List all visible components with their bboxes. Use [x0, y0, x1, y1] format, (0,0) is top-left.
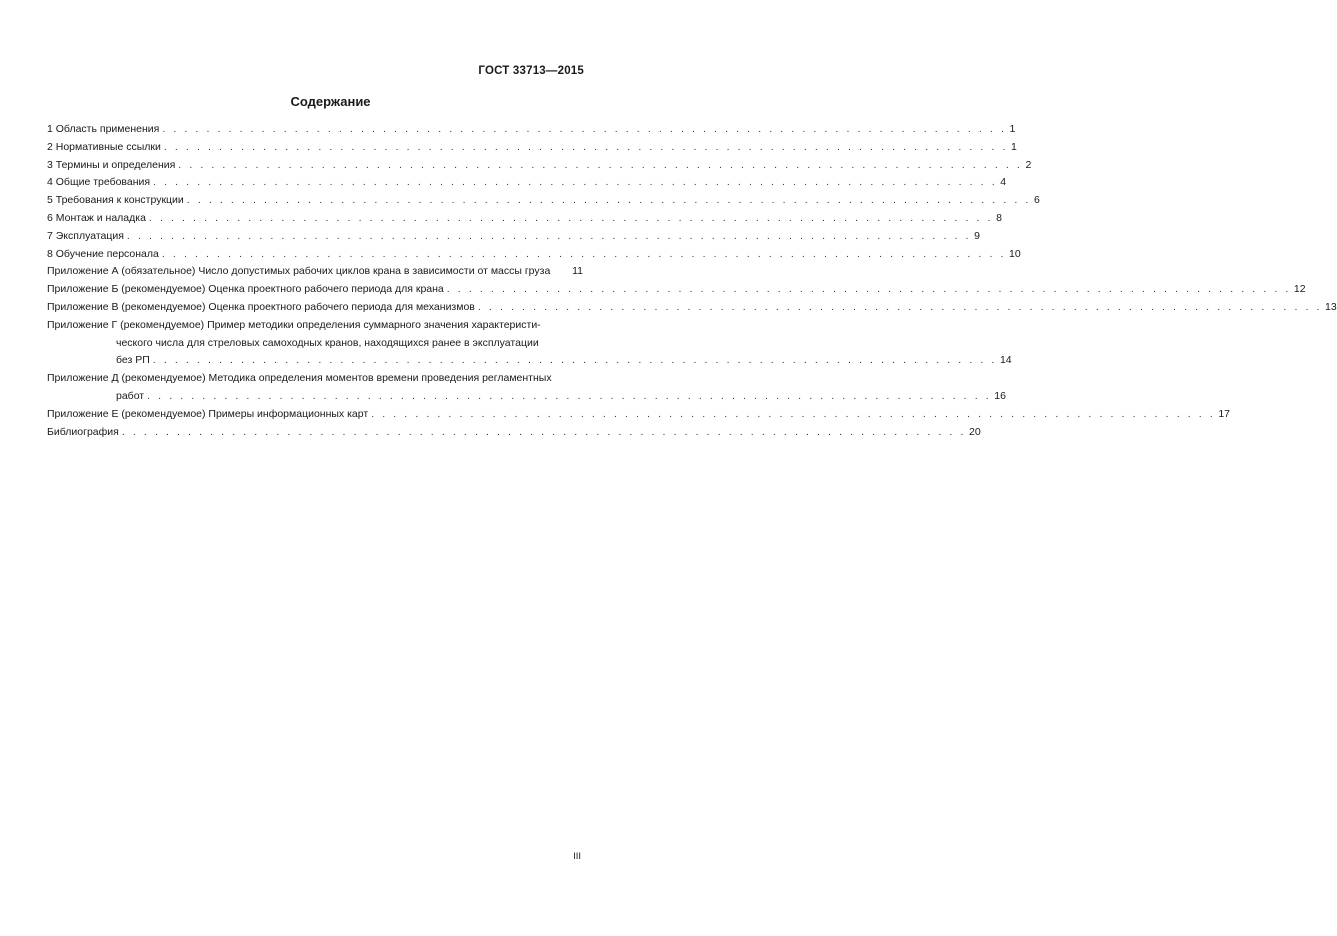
- toc-entry-label: Приложение Б (рекомендуемое) Оценка проектного рабочего периода для крана: [47, 283, 444, 296]
- toc-entry[interactable]: [47, 228, 980, 246]
- toc-leader-dots: . . . . . . . . . . . . . . . . . . . . . . . . . . . . . . . . . . . . . . . . . . . . . . . . . . . . . . . . . . . . . . . . . . . . . . . . . . . . .: [178, 158, 1023, 171]
- toc-entry[interactable]: [47, 121, 1016, 139]
- page-number: III: [573, 851, 581, 862]
- toc-entry[interactable]: [47, 174, 1007, 192]
- toc-entry-page: 17: [1218, 407, 1231, 420]
- toc-entry-label-continued: без РП: [116, 354, 150, 367]
- toc-entry[interactable]: [47, 157, 1032, 175]
- toc-entry-annex-g[interactable]: [47, 317, 1012, 370]
- toc-entry-page: 16: [994, 389, 1006, 402]
- toc-leader-dots: . . . . . . . . . . . . . . . . . . . . . . . . . . . . . . . . . . . . . . . . . . . . . . . . . . . . . . . . . . . . . . . . . . . . . . . . . . . . .: [477, 300, 1323, 313]
- toc-leader-dots: . . . . . . . . . . . . . . . . . . . . . . . . . . . . . . . . . . . . . . . . . . . . . . . . . . . . . . . . . . . . . . . . . . . . . . . . . . . . .: [126, 229, 972, 242]
- toc-entry-page: 14: [999, 354, 1012, 367]
- toc-entry[interactable]: [47, 192, 1040, 210]
- toc-entry[interactable]: [47, 299, 1337, 317]
- toc-entry-last-line: [47, 352, 1012, 370]
- toc-entry-annex-d[interactable]: [47, 370, 1006, 406]
- toc-leader-dots: . . . . . . . . . . . . . . . . . . . . . . . . . . . . . . . . . . . . . . . . . . . . . . . . . . . . . . . . . . . . . . . . . . . . . . . . . . . . .: [371, 407, 1216, 420]
- toc-entry-label: Библиография: [47, 425, 119, 438]
- toc-entry[interactable]: [47, 281, 1306, 299]
- toc-entry-label: 1 Область применения: [47, 123, 160, 135]
- toc-entry-label: Приложение А (обязательное) Число допустимых рабочих циклов крана в зависимости от массы груза: [47, 265, 551, 278]
- toc-entry-label-continued: работ: [116, 389, 145, 402]
- toc-entry-label: Приложение Е (рекомендуемое) Примеры информационных карт: [47, 407, 369, 420]
- toc-entry-last-line: [47, 388, 1006, 406]
- toc-leader-dots: . . . . . . . . . . . . . . . . . . . . . . . . . . . . . . . . . . . . . . . . . . . . . . . . . . . . . . . . . . . . . . . . . . . . . . . . . . . . .: [148, 211, 994, 224]
- toc-entry[interactable]: [47, 246, 1021, 264]
- toc-entry-label-continued: ческого числа для стреловых самоходных кранов, находящихся ранее в эксплуатации: [116, 336, 539, 349]
- toc-entry-label: Приложение В (рекомендуемое) Оценка проектного рабочего периода для механизмов: [47, 300, 475, 313]
- table-of-contents: [47, 121, 1337, 441]
- toc-entry-label: 2 Нормативные ссылки: [47, 140, 161, 153]
- toc-entry-page: 1: [1010, 140, 1017, 153]
- toc-entry-page: 9: [974, 229, 980, 242]
- toc-entry-page: 4: [1000, 176, 1007, 189]
- toc-entry[interactable]: [47, 424, 981, 442]
- toc-entry-label: 3 Термины и определения: [47, 158, 176, 171]
- toc-leader-dots: . . . . . . . . . . . . . . . . . . . . . . . . . . . . . . . . . . . . . . . . . . . . . . . . . . . . . . . . . . . . . . . . . . . . . . . . . . . . .: [186, 194, 1031, 207]
- toc-leader-dots: . . . . . . . . . . . . . . . . . . . . . . . . . . . . . . . . . . . . . . . . . . . . . . . . . . . . . . . . . . . . . . . . . . . . . . . . . . . . .: [121, 425, 966, 438]
- toc-entry-label: 4 Общие требования: [47, 176, 151, 189]
- toc-entry[interactable]: [47, 406, 1231, 424]
- toc-leader-dots: . . . . . . . . . . . . . . . . . . . . . . . . . . . . . . . . . . . . . . . . . . . . . . . . . . . . . . . . . . . . . . . . . . . . . . . . . . . . .: [162, 123, 1007, 135]
- toc-entry-label: 5 Требования к конструкции: [47, 194, 184, 207]
- toc-entry-page: 1: [1009, 123, 1016, 135]
- toc-entry-label: 6 Монтаж и наладка: [47, 211, 146, 224]
- toc-entry-page: 2: [1025, 158, 1032, 171]
- toc-leader-dots: . . . . . . . . . . . . . . . . . . . . . . . . . . . . . . . . . . . . . . . . . . . . . . . . . . . . . . . . . . . . . . . . . . . . . . . . . . . . .: [152, 354, 997, 367]
- toc-entry-page: 13: [1325, 300, 1337, 313]
- toc-entry[interactable]: [47, 210, 1002, 228]
- toc-entry-page: 10: [1009, 247, 1021, 260]
- toc-entry-page: 12: [1293, 283, 1306, 296]
- toc-leader-dots: . . . . . . . . . . . . . . . . . . . . . . . . . . . . . . . . . . . . . . . . . . . . . . . . . . . . . . . . . . . . . . . . . . . . . . . . . . . . .: [147, 389, 992, 402]
- toc-entry-label: 8 Обучение персонала: [47, 247, 159, 260]
- toc-entry-page: 11: [572, 265, 583, 278]
- toc-leader-dots: . . . . . . . . . . . . . . . . . . . . . . . . . . . . . . . . . . . . . . . . . . . . . . . . . . . . . . . . . . . . . . . . . . . . . . . . . . . . .: [161, 247, 1007, 260]
- toc-entry-page: 20: [968, 425, 981, 438]
- document-code: ГОСТ 33713—2015: [478, 65, 584, 77]
- toc-entry-label: Приложение Г (рекомендуемое) Пример методики определения суммарного значения характеристи-: [47, 318, 541, 331]
- toc-entry-page: 6: [1033, 194, 1040, 207]
- toc-entry[interactable]: [47, 139, 1017, 157]
- toc-leader-dots: . . . . . . . . . . . . . . . . . . . . . . . . . . . . . . . . . . . . . . . . . . . . . . . . . . . . . . . . . . . . . . . . . . . . . . . . . . . . .: [163, 140, 1008, 153]
- toc-leader-dots: . . . . . . . . . . . . . . . . . . . . . . . . . . . . . . . . . . . . . . . . . . . . . . . . . . . . . . . . . . . . . . . . . . . . . . . . . . . . .: [153, 176, 998, 189]
- toc-entry-label: 7 Эксплуатация: [47, 229, 124, 242]
- toc-entry-page: 8: [996, 211, 1002, 224]
- page-title: Содержание: [290, 94, 371, 109]
- toc-leader-dots: . . . . . . . . . . . . . . . . . . . . . . . . . . . . . . . . . . . . . . . . . . . . . . . . . . . . . . . . . . . . . . . . . . . . . . . . . . . . .: [446, 283, 1291, 296]
- toc-entry-label: Приложение Д (рекомендуемое) Методика определения моментов времени проведения регламентных: [47, 372, 552, 385]
- toc-entry[interactable]: [47, 263, 583, 281]
